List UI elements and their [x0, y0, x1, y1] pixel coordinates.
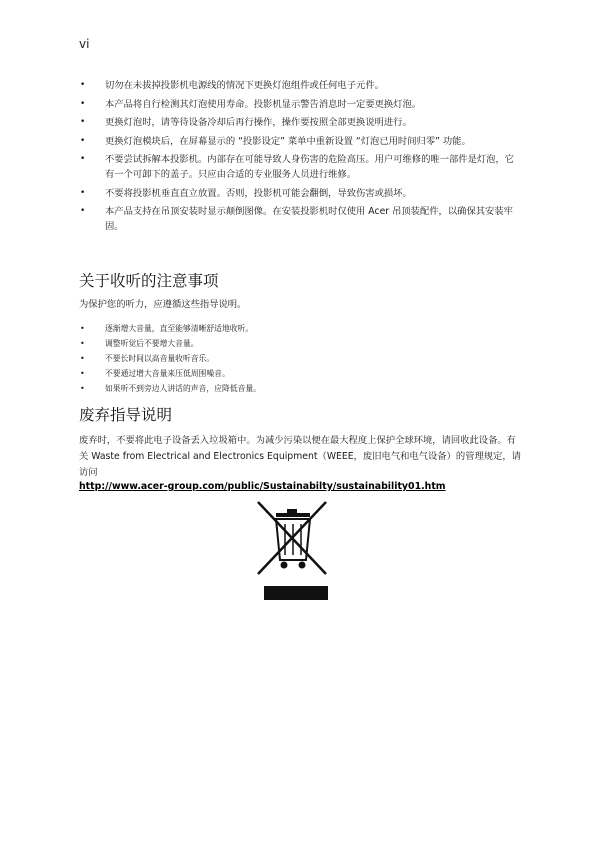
list-item: • 不要长时间以高音量收听音乐。: [80, 354, 215, 363]
listening-list: [79, 322, 499, 397]
bullet-icon: •: [80, 98, 86, 109]
bullet-icon: •: [80, 369, 85, 378]
bullet-icon: •: [80, 206, 86, 216]
sustainability-link[interactable]: http://www.acer-group.com/public/Sustainabilty/sustainability01.htm: [79, 481, 446, 492]
bullet-icon: •: [80, 384, 85, 393]
disposal-body: 废弃时，不要将此电子设备丢入垃圾箱中。为减少污染以便在最大程度上保护全球环境，请回收此设备。有关 Waste from Electrical and Electronics Equipment（WEEE，废旧电气和电气设备）的管理规定，请访问: [79, 435, 521, 478]
bullet-icon: •: [80, 187, 86, 198]
lamp-safety-list: [79, 78, 519, 238]
disposal-heading: 废弃指导说明: [79, 406, 173, 424]
bullet-icon: •: [80, 154, 86, 164]
bullet-icon: •: [80, 135, 86, 146]
list-item: • 更换灯泡模块后，在屏幕显示的 “投影设定” 菜单中重新设置 “灯泡已用时间归零” 功能。: [80, 135, 471, 147]
list-item: • 不要将投影机垂直直立放置。否则，投影机可能会翻倒，导致伤害或损坏。: [80, 187, 412, 199]
listening-heading: 关于收听的注意事项: [79, 272, 219, 290]
list-item: • 如果听不到旁边人讲话的声音，应降低音量。: [80, 384, 261, 393]
list-item: • 不要尝试拆解本投影机。内部存在可能导致人身伤害的危险高压。用户可维修的唯一部件是灯泡，它有一个可卸下的盖子。只应由合适的专业服务人员进行维修。: [80, 154, 515, 180]
list-item: • 更换灯泡时，请等待设备冷却后再行操作，操作要按照全部更换说明进行。: [80, 117, 412, 128]
list-item: • 切勿在未拔掉投影机电源线的情况下更换灯泡组件或任何电子元件。: [80, 80, 384, 91]
list-item: • 不要通过增大音量来压低周围噪音。: [80, 369, 230, 378]
page-number: vi: [79, 37, 90, 51]
bullet-icon: •: [80, 354, 85, 363]
bullet-icon: •: [80, 80, 86, 90]
listening-intro: 为保护您的听力，应遵循这些指导说明。: [79, 299, 247, 310]
list-item: • 调整听觉后不要增大音量。: [80, 339, 199, 348]
list-item: • 本产品将自行检测其灯泡使用寿命。投影机显示警告消息时一定要更换灯泡。: [80, 98, 422, 110]
list-item: • 逐渐增大音量，直至能够清晰舒适地收听。: [80, 324, 254, 333]
list-item: • 本产品支持在吊顶安装时显示颠倒图像。在安装投影机时仅使用 Acer 吊顶装配件，以确保其安装牢固。: [80, 206, 513, 232]
bullet-icon: •: [80, 339, 85, 348]
bullet-icon: •: [80, 324, 85, 333]
bullet-icon: •: [80, 117, 86, 127]
weee-crossed-bin-icon: [254, 498, 330, 602]
